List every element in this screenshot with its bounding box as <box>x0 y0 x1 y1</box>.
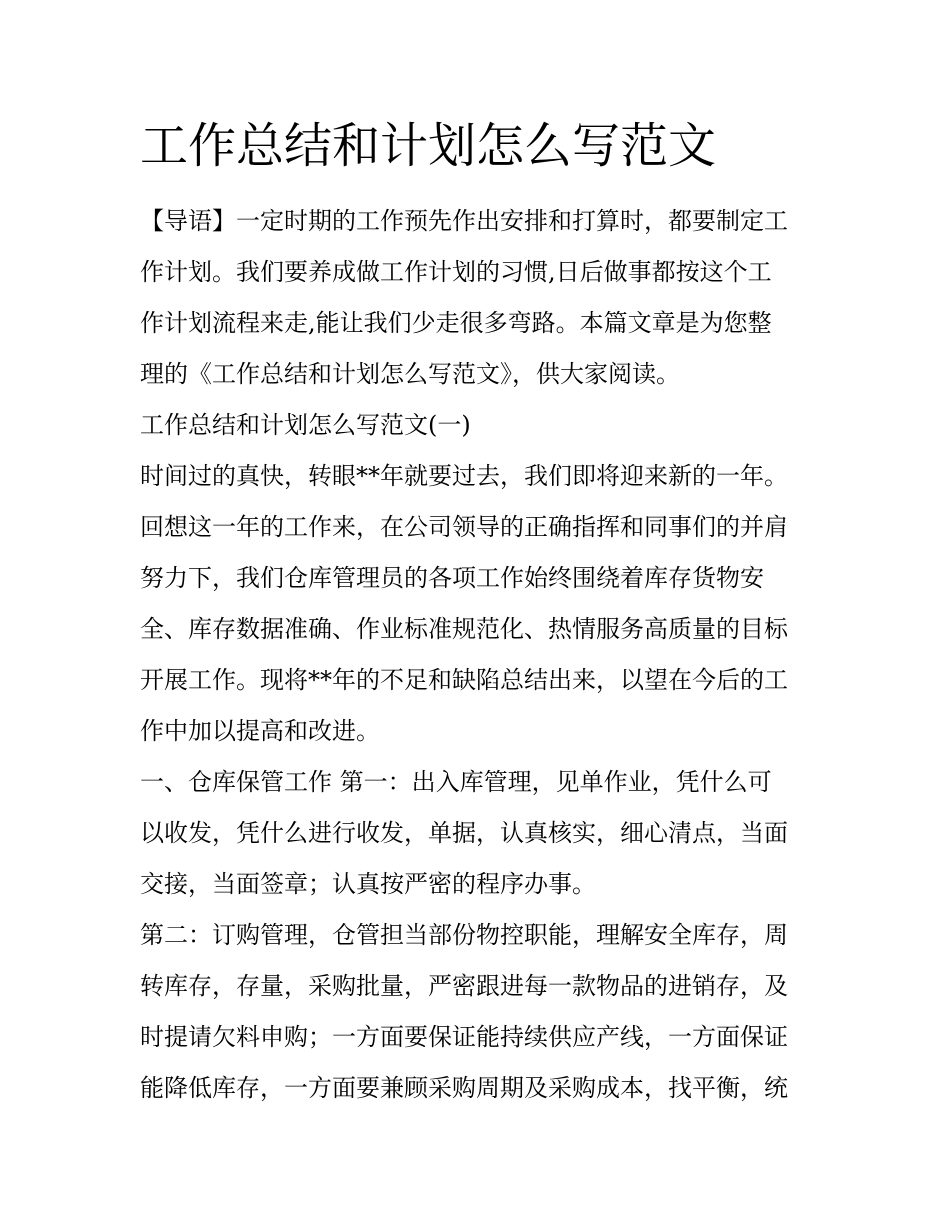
text-line: 努力下，我们仓库管理员的各项工作始终围绕着库存货物安 <box>140 564 764 592</box>
text-line: 开展工作。现将**年的不足和缺陷总结出来，以望在今后的工 <box>140 666 788 694</box>
text-line: 作计划。我们要养成做工作计划的习惯,日后做事都按这个工 <box>140 258 772 286</box>
text-line: 理的《工作总结和计划怎么写范文》，供大家阅读。 <box>140 360 680 388</box>
text-line: 第二：订购管理，仓管担当部份物控职能，理解安全库存，周 <box>140 921 788 949</box>
text-line: 【导语】一定时期的工作预先作出安排和打算时，都要制定工 <box>140 207 788 235</box>
text-line: 回想这一年的工作来，在公司领导的正确指挥和同事们的并肩 <box>140 513 788 541</box>
text-line: 转库存，存量，采购批量，严密跟进每一款物品的进销存，及 <box>140 972 788 1000</box>
text-line: 一、仓库保管工作 第一：出入库管理，见单作业，凭什么可 <box>140 768 772 796</box>
text-line: 作计划流程来走,能让我们少走很多弯路。本篇文章是为您整 <box>140 309 772 337</box>
page-title: 工作总结和计划怎么写范文 <box>140 118 717 174</box>
text-line: 时提请欠料申购；一方面要保证能持续供应产线，一方面保证 <box>140 1023 788 1051</box>
text-line: 交接，当面签章；认真按严密的程序办事。 <box>140 870 596 898</box>
text-line: 以收发，凭什么进行收发，单据，认真核实，细心清点，当面 <box>140 819 788 847</box>
section-heading: 工作总结和计划怎么写范文(一) <box>140 411 471 439</box>
text-line: 作中加以提高和改进。 <box>140 717 380 745</box>
text-line: 时间过的真快，转眼**年就要过去，我们即将迎来新的一年。 <box>140 462 788 490</box>
document-body <box>140 196 820 1114</box>
text-line: 能降低库存，一方面要兼顾采购周期及采购成本，找平衡，统 <box>140 1074 788 1102</box>
text-line: 全、库存数据准确、作业标准规范化、热情服务高质量的目标 <box>140 615 788 643</box>
